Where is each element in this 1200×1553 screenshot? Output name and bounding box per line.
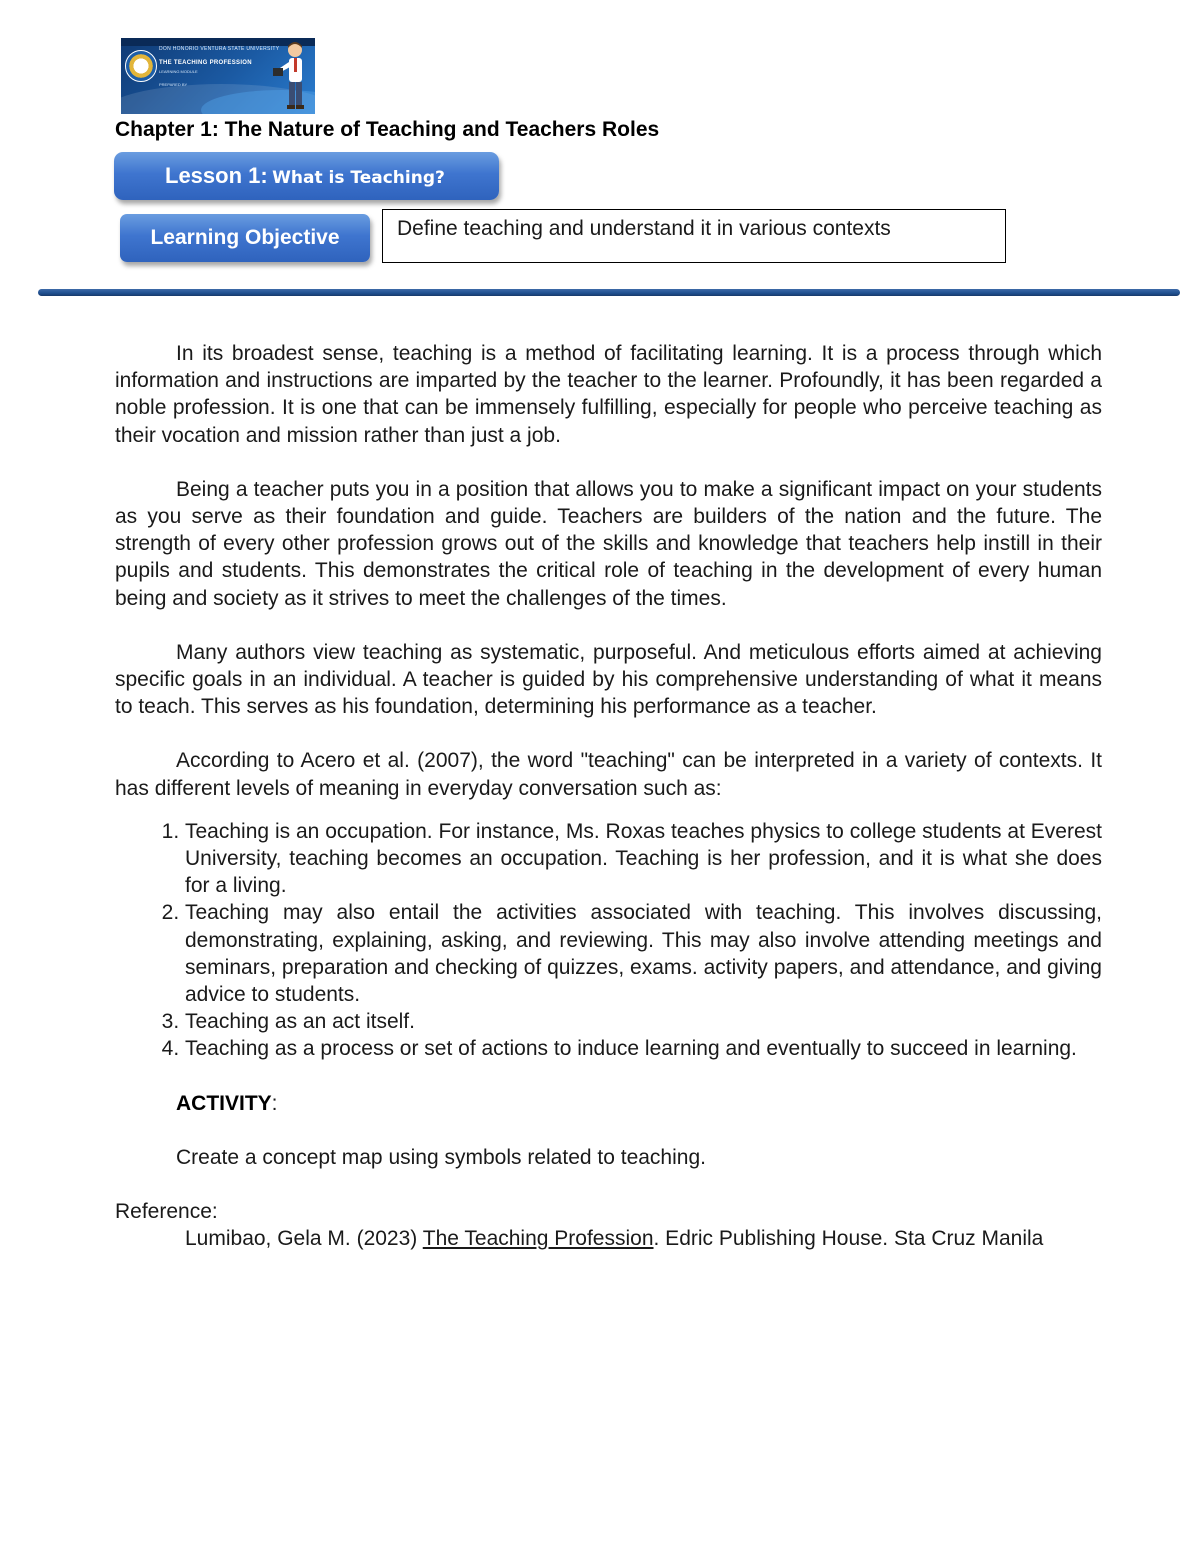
teacher-illustration-icon — [271, 40, 311, 112]
teaching-meanings-list — [115, 818, 1102, 1063]
reference-author: Lumibao, Gela M. (2023) — [185, 1227, 423, 1251]
lesson-content — [115, 340, 1102, 1252]
learning-objective-label: Learning Objective — [120, 214, 370, 262]
paragraph-authors-view: Many authors view teaching as systematic, purposeful. And meticulous efforts aimed at achieving specific goals in an individual. A teacher is guided by his comprehensive understanding of what it means to teach. This serves as his foundation, determining his performance as a teacher. — [115, 640, 1102, 719]
lesson-banner — [114, 152, 499, 200]
reference-citation — [115, 1225, 1102, 1252]
list-item: 4. Teaching as a process or set of actions to induce learning and eventually to succeed in learning. — [185, 1035, 1102, 1062]
list-item: 3. Teaching as an act itself. — [185, 1008, 1102, 1035]
activity-heading — [176, 1090, 1102, 1117]
banner-title: THE TEACHING PROFESSION — [159, 60, 252, 66]
list-item: 1. Teaching is an occupation. For instance, Ms. Roxas teaches physics to college students at Everest University, teaching becomes an occupation. Teaching is her profession, and it is what she does for a living. — [185, 818, 1102, 900]
reference-book-title: The Teaching Profession — [422, 1227, 654, 1251]
university-seal-icon — [125, 50, 157, 82]
list-item: 2. Teaching may also entail the activities associated with teaching. This involves discussing, demonstrating, explaining, asking, and reviewing. This may also involve attending meetings and seminars, preparation and checking of quizzes, exams. activity papers, and attendance, and giving advice to students. — [185, 899, 1102, 1008]
activity-instruction: Create a concept map using symbols related to teaching. — [176, 1145, 706, 1169]
reference-publisher: . Edric Publishing House. Sta Cruz Manila — [653, 1227, 1044, 1251]
chapter-title: Chapter 1: The Nature of Teaching and Teachers Roles — [115, 118, 660, 141]
section-divider — [38, 289, 1180, 296]
module-banner — [121, 38, 315, 114]
paragraph-intro: In its broadest sense, teaching is a method of facilitating learning. It is a process through which information and instructions are imparted by the teacher to the learner. Profoundly, it has been regarded a noble profession. It is one that can be immensely fulfilling, especially for people who perceive teaching as their vocation and mission rather than just a job. — [115, 342, 1102, 447]
banner-subtitle: LEARNING MODULE — [159, 69, 198, 74]
lesson-title: What is Teaching? — [272, 168, 445, 188]
paragraph-teacher-role: Being a teacher puts you in a position that allows you to make a significant impact on your students as you serve as their foundation and guide. Teachers are builders of the nation and the future. The strength of every other profession grows out of the skills and knowledge that teachers help instill in their pupils and students. This demonstrates the critical role of teaching in the development of every human being and society as it strives to meet the challenges of the times. — [115, 477, 1102, 610]
reference-label: Reference: — [115, 1200, 218, 1224]
learning-objective-text: Define teaching and understand it in various contexts — [382, 209, 1006, 263]
paragraph-contexts: According to Acero et al. (2007), the word "teaching" can be interpreted in a variety of contexts. It has different levels of meaning in everyday conversation such as: — [115, 749, 1102, 800]
banner-school-name: DON HONORIO VENTURA STATE UNIVERSITY — [159, 46, 280, 52]
lesson-number: Lesson 1: — [165, 163, 268, 188]
activity-heading-text: ACTIVITY — [176, 1091, 272, 1115]
activity-heading-colon: : — [271, 1091, 278, 1115]
banner-footer: PREPARED BY — [159, 82, 188, 87]
